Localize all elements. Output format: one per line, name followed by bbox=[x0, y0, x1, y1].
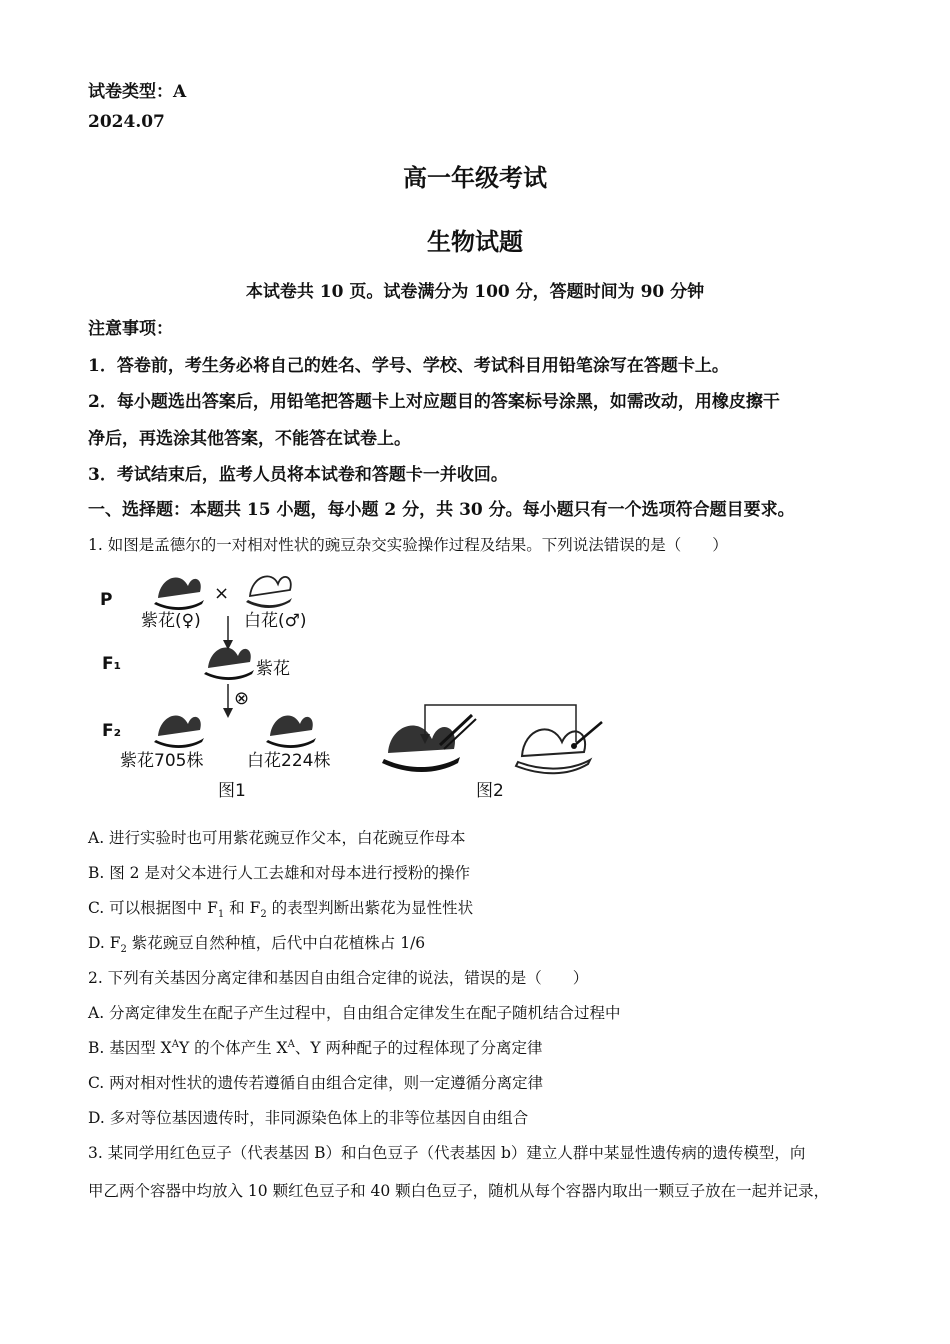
fig2-white-flower-icon bbox=[516, 722, 602, 773]
note-item-3: 3．考试结束后，监考人员将本试卷和答题卡一并收回。 bbox=[88, 465, 508, 485]
arrow-p-to-f1 bbox=[223, 616, 233, 650]
f2-white-flower-icon bbox=[266, 715, 316, 748]
q1-option-c: C. 可以根据图中 $F_1$ 和 $F_2$ 的表型判断出紫花为显性性状 bbox=[88, 899, 474, 921]
note-item-2-line2: 净后，再选涂其他答案，不能答在试卷上。 bbox=[88, 429, 411, 449]
f1-purple-flower-icon bbox=[204, 647, 254, 680]
p-white-flower-icon bbox=[246, 576, 292, 608]
purple-female-label: 紫花(♀) bbox=[141, 611, 201, 631]
notes-heading: 注意事项： bbox=[88, 319, 173, 339]
f1-purple-label: 紫花 bbox=[256, 659, 290, 679]
subject-title: 生物试题 bbox=[427, 227, 523, 256]
q2-option-b: B. 基因型 $X^AY$ 的个体产生 $X^A$、Y 两种配子的过程体现了分离定律 bbox=[88, 1038, 543, 1057]
figure-1-caption: 图1 bbox=[218, 781, 246, 801]
q1-option-b: B. 图 2 是对父本进行人工去雄和对母本进行授粉的操作 bbox=[88, 864, 470, 882]
paper-type: 试卷类型：A bbox=[88, 82, 187, 102]
exam-info: 本试卷共 10 页。试卷满分为 100 分，答题时间为 90 分钟 bbox=[245, 282, 705, 302]
f2-generation-label: F₂ bbox=[102, 721, 122, 741]
q2-option-c: C. 两对相对性状的遗传若遵循自由组合定律，则一定遵循分离定律 bbox=[88, 1074, 544, 1092]
selfing-symbol: ⊗ bbox=[234, 688, 250, 709]
page-title: 高一年级考试 bbox=[403, 163, 547, 192]
note-item-1: 1．答卷前，考生务必将自己的姓名、学号、学校、考试科目用铅笔涂写在答题卡上。 bbox=[88, 356, 729, 376]
q2-option-a: A. 分离定律发生在配子产生过程中，自由组合定律发生在配子随机结合过程中 bbox=[88, 1004, 621, 1022]
f2-purple-count: 紫花705株 bbox=[120, 751, 204, 771]
fig2-purple-flower-icon bbox=[382, 715, 476, 772]
p-generation-label: P bbox=[100, 590, 113, 610]
figure-2-caption: 图2 bbox=[476, 781, 504, 801]
f2-white-count: 白花224株 bbox=[247, 751, 331, 771]
exam-date: 2024.07 bbox=[88, 112, 165, 132]
q1-option-a: A. 进行实验时也可用紫花豌豆作父本，白花豌豆作母本 bbox=[88, 829, 466, 847]
note-item-2-line1: 2．每小题选出答案后，用铅笔把答题卡上对应题目的答案标号涂黑，如需改动，用橡皮擦干 bbox=[88, 392, 780, 412]
q1-stem: 1. 如图是孟德尔的一对相对性状的豌豆杂交实验操作过程及结果。下列说法错误的是（ ） bbox=[88, 536, 728, 554]
f2-purple-flower-icon bbox=[154, 715, 204, 748]
q3-line-2: 甲乙两个容器中均放入 10 颗红色豆子和 40 颗白色豆子，随机从每个容器内取出一颗豆子放在一起并记录， bbox=[88, 1182, 830, 1200]
q2-stem: 2. 下列有关基因分离定律和基因自由组合定律的说法，错误的是（ ） bbox=[88, 969, 589, 987]
q3-line-1: 3. 某同学用红色豆子（代表基因 B）和白色豆子（代表基因 b）建立人群中某显性遗传病的遗传模型，向 bbox=[88, 1144, 806, 1162]
arrow-f1-to-f2 bbox=[223, 684, 233, 718]
section1-heading: 一、选择题：本题共 15 小题，每小题 2 分，共 30 分。每小题只有一个选项符合题目要求。 bbox=[88, 500, 795, 520]
white-male-label: 白花(♂) bbox=[244, 611, 307, 631]
f1-generation-label: F₁ bbox=[102, 654, 122, 674]
cross-symbol: × bbox=[214, 583, 230, 604]
q2-option-d: D. 多对等位基因遗传时，非同源染色体上的非等位基因自由组合 bbox=[88, 1109, 529, 1127]
q1-option-d: D. $F_2$ 紫花豌豆自然种植，后代中白花植株占 1/6 bbox=[88, 934, 426, 956]
